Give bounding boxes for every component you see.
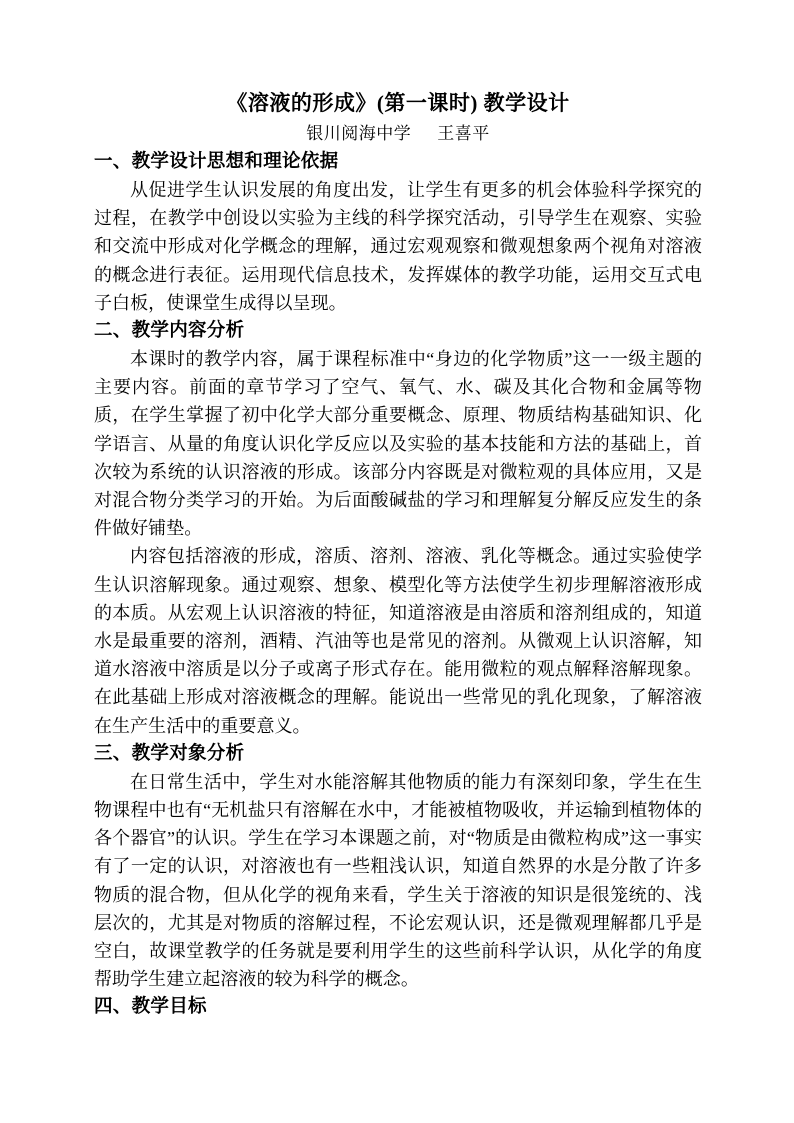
- section-heading-4: 四、教学目标: [94, 997, 207, 1018]
- byline-school: 银川阅海中学: [306, 124, 412, 143]
- byline-author: 王喜平: [437, 124, 490, 143]
- byline: [94, 120, 702, 147]
- section-1-paragraph-1: 从促进学生认识发展的角度出发，让学生有更多的机会体验科学探究的过程，在教学中创设以实验为主线的科学探究活动，引导学生在观察、实验和交流中形成对化学概念的理解，通过宏观观察和微观想象两个视角对溶液的概念进行表征。运用现代信息技术，发挥媒体的教学功能，运用交互式电子白板，使课堂生成得以呈现。: [94, 180, 702, 313]
- section-3-paragraph-1: 在日常生活中，学生对水能溶解其他物质的能力有深刻印象，学生在生物课程中也有“无机盐只有溶解在水中，才能被植物吸收，并运输到植物体的各个器官”的认识。学生在学习本课题之前，对“物质是由微粒构成”这一事实有了一定的认识，对溶液也有一些粗浅认识，知道自然界的水是分散了许多物质的混合物，但从化学的视角来看，学生关于溶液的知识是很笼统的、浅层次的，尤其是对物质的溶解过程，不论宏观认识，还是微观理解都几乎是空白，故课堂教学的任务就是要利用学生的这些前科学认识，从化学的角度帮助学生建立起溶液的较为科学的概念。: [94, 771, 702, 990]
- page-title: 《溶液的形成》(第一课时) 教学设计: [226, 91, 570, 115]
- document-content: [94, 88, 702, 1021]
- section-2-paragraph-1: 本课时的教学内容，属于课程标准中“身边的化学物质”这一一级主题的主要内容。前面的章节学习了空气、氧气、水、碳及其化合物和金属等物质，在学生掌握了初中化学大部分重要概念、原理、物质结构基础知识、化学语言、从量的角度认识化学反应以及实验的基本技能和方法的基础上，首次较为系统的认识溶液的形成。该部分内容既是对微粒观的具体应用，又是对混合物分类学习的开始。为后面酸碱盐的学习和理解复分解反应发生的条件做好铺垫。: [94, 349, 702, 539]
- section-2-paragraph-2: 内容包括溶液的形成，溶质、溶剂、溶液、乳化等概念。通过实验使学生认识溶解现象。通过观察、想象、模型化等方法使学生初步理解溶液形成的本质。从宏观上认识溶液的特征，知道溶液是由溶质和溶剂组成的，知道水是最重要的溶剂，酒精、汽油等也是常见的溶剂。从微观上认识溶解，知道水溶液中溶质是以分子或离子形式存在。能用微粒的观点解释溶解现象。 在此基础上形成对溶液概念的理解。能说出一些常见的乳化现象，了解溶液在生产生活中的重要意义。: [94, 546, 702, 736]
- section-heading-3: 三、教学对象分析: [94, 743, 245, 764]
- section-heading-1: 一、教学设计思想和理论依据: [94, 152, 339, 172]
- section-heading-2: 二、教学内容分析: [94, 321, 245, 342]
